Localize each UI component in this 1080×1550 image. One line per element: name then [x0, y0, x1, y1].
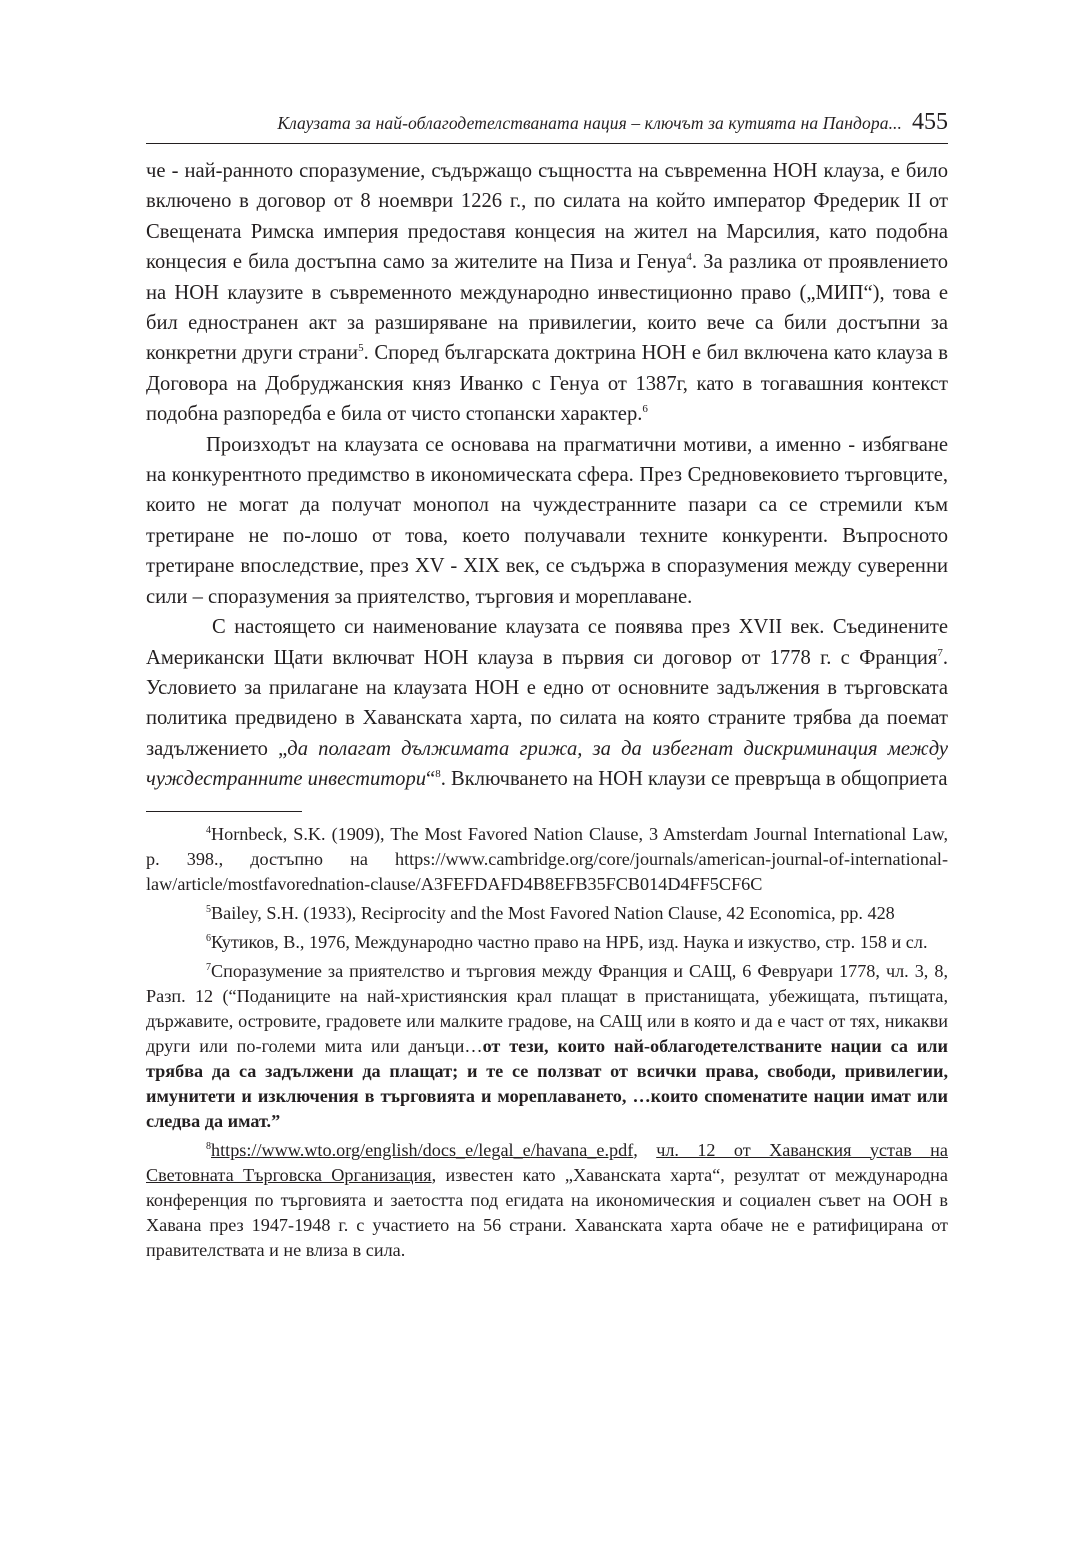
footnote-text: Кутиков, В., 1976, Международно частно право на НРБ, изд. Наука и изкуство, стр. 158 и сл.: [211, 931, 928, 952]
footnote-ref-8[interactable]: 8: [435, 768, 441, 781]
page-number: 455: [912, 109, 948, 135]
paragraph-3: [146, 612, 948, 794]
footnote-ref-4[interactable]: 4: [686, 251, 692, 264]
paragraph-3-text-a: С настоящето си наименование клаузата се появява през XVII век. Съединените Американски Щати включват НОН клауза в първия си договор от 1778 г. с Франция: [146, 616, 948, 669]
footnote-mark: 4: [206, 824, 211, 836]
footnote-mark: 6: [206, 932, 211, 944]
paragraph-2: [146, 430, 948, 612]
footnote-5: [146, 901, 948, 926]
footnote-separator: ,: [633, 1139, 657, 1160]
footnote-text: , известен като „Хаванската харта“, резултат от международна конференция по търговията и заетостта под егидата на икономическия и социален съвет на ООН в Хавана през 1947-1948 г. с участието на 56 страни. Хаванската харта обаче не е ратифицирана от правителствата и не влиза в сила.: [146, 1164, 948, 1260]
paragraph-1-text-b: . За разлика от проявлението на НОН клаузите в съвременното международно инвестиционно право („МИП“), това е бил едностранен акт за разширяване на привилегии, които вече са били достъпни за конкретни други страни: [146, 251, 948, 365]
footnote-link-wto[interactable]: https://www.wto.org/english/docs_e/legal_e/havana_e.pdf: [211, 1139, 634, 1160]
footnote-text: Споразумение за приятелство и търговия между Франция и САЩ, 6 Февруари 1778, чл. 3, 8, Разп. 12 (“Поданиците на най-християнския крал плащат в пристанищата, убежищата, пътищата, държавите, островите, градовете или малките градове, на САЩ или в която и да е част от тях, никакви други или по-големи мита или данъци…: [146, 960, 948, 1056]
page: [146, 110, 948, 1267]
body-text: [146, 156, 948, 795]
footnote-4: [146, 822, 948, 897]
footnote-7: [146, 959, 948, 1134]
paragraph-1-text-c: . Според българската доктрина НОН е бил включена като клауза в Договора на Добруджанския княз Иванко с Генуа от 1387г, като в тогавашния контекст подобна разпоредба е била от чисто стопански характер.: [146, 342, 948, 426]
paragraph-3-quote: да полагат дължимата грижа, за да избегнат дискриминация между чуждестранните инвеститори: [146, 737, 948, 791]
paragraph-3-text-b: . Условието за прилагане на клаузата НОН е едно от основните задължения в търговската политика предвидено в Хаванската харта, по силата на която страните трябва да поемат задължението „: [146, 646, 948, 760]
running-title: Клаузата за най-облагодетелстваната нация – ключът за кутията на Пандора...: [277, 113, 902, 133]
paragraph-1-text-a: че - най-ранното споразумение, съдържащо същността на съвременна НОН клауза, е било включено в договор от 8 ноември 1226 г., по силата на който император Фредерик II от Свещената Римска империя предоставя концесия на жител на Марсилия, като подобна концесия е била достъпна само за жителите на Пиза и Генуа: [146, 160, 948, 274]
footnotes: [146, 822, 948, 1263]
footnote-ref-6[interactable]: 6: [642, 403, 648, 416]
footnote-bold-quote: от тези, които най-облагодетелстваните нации са или трябва да са задължени да плащат; и те се ползват от всички права, свободи, привилегии, имунитети и изключения в търговията и мореплаването, …които споменатите нации имат или следва да имат.”: [146, 1035, 948, 1131]
footnote-link-havana-charter[interactable]: чл. 12 от Хаванския устав на Световната Търговска Организация: [146, 1139, 948, 1185]
footnote-6: [146, 930, 948, 955]
footnote-mark: 5: [206, 903, 211, 915]
paragraph-2-text: Произходът на клаузата се основава на прагматични мотиви, а именно - избягване на конкурентното предимство в икономическата сфера. През Средновековието търговците, които не могат да получат монопол на чуждестранните пазари са се стремили към третиране не по-лошо от това, което получавали техните конкуренти. Въпросното третиране впоследствие, през XV - XIX век, се съдържа в споразумения между суверенни сили – споразумения за приятелство, търговия и мореплаване.: [146, 433, 948, 608]
paragraph-3-text-d: . Включването на НОН клаузи се превръща в общоприета: [440, 768, 948, 791]
footnote-8: [146, 1138, 948, 1263]
footnote-divider: [146, 811, 302, 812]
footnote-mark: 8: [206, 1140, 211, 1152]
footnote-ref-5[interactable]: 5: [358, 342, 364, 355]
running-header: [146, 110, 948, 144]
footnote-ref-7[interactable]: 7: [937, 646, 943, 659]
paragraph-1: [146, 156, 948, 430]
footnote-mark: 7: [206, 961, 211, 973]
footnote-text: Hornbeck, S.K. (1909), The Most Favored Nation Clause, 3 Amsterdam Journal International Law, p. 398., достъпно на https://www.cambridge.org/core/journals/american-journal-of-international-law/article/mostfavorednation-clause/A3FEFDAFD4B8EFB35FCB014D4FF5CF6C: [146, 823, 948, 894]
footnote-text: Bailey, S.H. (1933), Reciprocity and the Most Favored Nation Clause, 42 Economica, pp. 428: [211, 902, 895, 923]
paragraph-3-close-quote: “: [426, 768, 436, 791]
